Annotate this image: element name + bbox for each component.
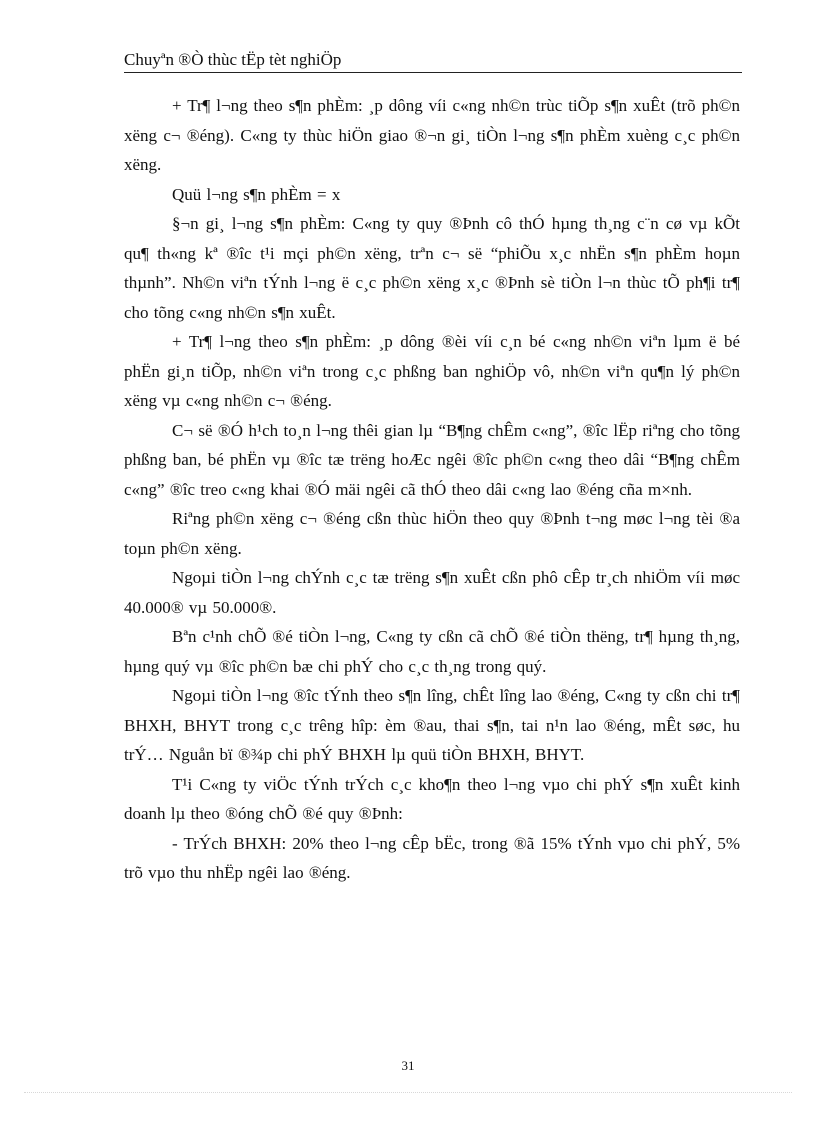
page-body: [124, 91, 740, 888]
paragraph-9: Ngoµi tiÒn l¬ng ®îc tÝnh theo s¶n lîng, chÊt lîng lao ®éng, C«ng ty cßn chi tr¶ BHXH, BHYT trong c¸c trêng hîp: èm ®au, thai s¶n, tai n¹n lao ®éng, mÊt søc, hu trÝ… Nguån bï ®¾p chi phÝ BHXH lµ quü tiÒn BHXH, BHYT.: [124, 686, 740, 764]
paragraph-6: Riªng ph©n xëng c¬ ®éng cßn thùc hiÖn theo quy ®Þnh t¬ng møc l¬ng tèi ®a toµn ph©n xëng.: [124, 509, 740, 558]
paragraph-5: C¬ së ®Ó h¹ch to¸n l¬ng thêi gian lµ “B¶ng chÊm c«ng”, ®îc lËp riªng cho tõng phßng ban, bé phËn vµ ®îc tæ trëng hoÆc ngêi ®îc ph©n c«ng theo dâi “B¶ng chÊm c«ng” ®îc treo c«ng khai ®Ó mäi ngêi cã thÓ theo dâi c«ng lao ®éng cña m×nh.: [124, 420, 740, 499]
paragraph-10: T¹i C«ng ty viÖc tÝnh trÝch c¸c kho¶n theo l¬ng vµo chi phÝ s¶n xuÊt kinh doanh lµ theo ®óng chÕ ®é quy ®Þnh:: [124, 774, 740, 823]
header-title: Chuyªn ®Ò thùc tËp tèt nghiÖp: [124, 50, 342, 69]
paragraph-2: Quü l¬ng s¶n phÈm = x: [172, 184, 341, 204]
paragraph-11: - TrÝch BHXH: 20% theo l¬ng cÊp bËc, trong ®ã 15% tÝnh vµo chi phÝ, 5% trõ vµo thu nhËp ngêi lao ®éng.: [124, 833, 740, 882]
paragraph-1: + Tr¶ l¬ng theo s¶n phÈm: ¸p dông víi c«ng nh©n trùc tiÕp s¶n xuÊt (trõ ph©n xëng c¬ ®éng). C«ng ty thùc hiÖn giao ®¬n gi¸ tiÒn l¬ng s¶n phÈm xuèng c¸c ph©n xëng.: [124, 96, 740, 174]
paragraph-7: Ngoµi tiÒn l¬ng chÝnh c¸c tæ trëng s¶n xuÊt cßn phô cÊp tr¸ch nhiÖm víi møc 40.000® vµ 50.000®.: [124, 568, 740, 617]
paragraph-4: + Tr¶ l¬ng theo s¶n phÈm: ¸p dông ®èi víi c¸n bé c«ng nh©n viªn lµm ë bé phËn gi¸n tiÕp, nh©n viªn trong c¸c phßng ban nghiÖp vô, nh©n viªn qu¶n lý ph©n xëng vµ c«ng nh©n c¬ ®éng.: [124, 332, 740, 410]
page-number: 31: [401, 1058, 415, 1073]
paragraph-3: §¬n gi¸ l¬ng s¶n phÈm: C«ng ty quy ®Þnh cô thÓ hµng th¸ng c¨n cø vµ kÕt qu¶ th«ng kª ®îc t¹i mçi ph©n xëng, trªn c¬ së “phiÕu x¸c nhËn s¶n phÈm hoµn thµnh”. Nh©n viªn tÝnh l¬ng ë c¸c ph©n xëng x¸c ®Þnh sè tiÒn l¬n thùc tÕ ph¶i tr¶ cho tõng c«ng nh©n s¶n xuÊt.: [124, 214, 740, 322]
page-bottom-divider: [24, 1092, 792, 1093]
page-header: [124, 50, 742, 73]
paragraph-8: Bªn c¹nh chÕ ®é tiÒn l¬ng, C«ng ty cßn cã chÕ ®é tiÒn thëng, tr¶ hµng th¸ng, hµng quý vµ ®îc ph©n bæ chi phÝ cho c¸c th¸ng trong quý.: [124, 627, 740, 676]
